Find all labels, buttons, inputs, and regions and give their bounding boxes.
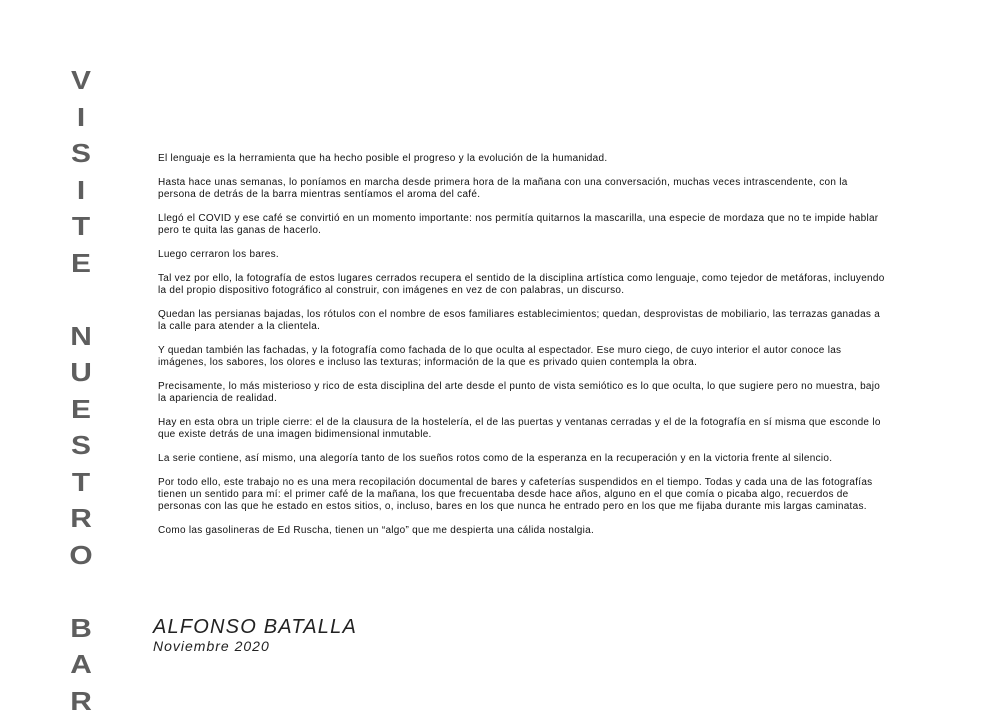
title-letter: I (61, 172, 100, 209)
essay-paragraph: Hay en esta obra un triple cierre: el de la clausura de la hostelería, el de las puertas y ventanas cerradas y el de la fotografía en sí misma que esconde lo que existe detrás de una imagen bidimensional inmutable. (158, 417, 888, 441)
title-letter: U (61, 354, 100, 391)
author-name: ALFONSO BATALLA (153, 616, 357, 638)
title-letter: V (61, 62, 100, 99)
title-letter: A (61, 646, 100, 683)
essay-paragraph: Quedan las persianas bajadas, los rótulos con el nombre de esos familiares establecimientos; quedan, desprovistas de mobiliario, las terrazas ganadas a la calle para atender a la clientela. (158, 309, 888, 333)
title-letter: B (61, 610, 100, 647)
title-letter: E (61, 245, 100, 282)
title-letter: S (61, 135, 100, 172)
essay-paragraph: Llegó el COVID y ese café se convirtió en un momento importante: nos permitía quitarnos la mascarilla, una especie de mordaza que no te impide hablar pero te quita las ganas de hacerlo. (158, 213, 888, 237)
title-word-gap (61, 281, 100, 318)
title-letter: R (61, 500, 100, 537)
title-letter: O (61, 537, 100, 574)
title-letter: T (61, 464, 100, 501)
vertical-title (64, 62, 98, 719)
essay-paragraph: Tal vez por ello, la fotografía de estos lugares cerrados recupera el sentido de la disciplina artística como lenguaje, como tejedor de metáforas, incluyendo la del propio dispositivo fotográfico al construir, con imágenes en vez de con palabras, un discurso. (158, 273, 888, 297)
essay-paragraph: Y quedan también las fachadas, y la fotografía como fachada de lo que oculta al espectador. Ese muro ciego, de cuyo interior el autor conoce las imágenes, los sabores, los olores e incluso las texturas; información de la que es privado quien contempla la obra. (158, 345, 888, 369)
title-letter: N (61, 318, 100, 355)
title-letter: R (61, 683, 100, 719)
title-word-gap (61, 573, 100, 610)
title-letter: I (61, 99, 100, 136)
title-letter: E (61, 391, 100, 428)
essay-paragraph: El lenguaje es la herramienta que ha hecho posible el progreso y la evolución de la humanidad. (158, 153, 888, 165)
essay-paragraph: Como las gasolineras de Ed Ruscha, tienen un “algo” que me despierta una cálida nostalgia. (158, 525, 888, 537)
essay-paragraph: Precisamente, lo más misterioso y rico de esta disciplina del arte desde el punto de vista semiótico es lo que oculta, lo que sugiere pero no muestra, bajo la apariencia de realidad. (158, 381, 888, 405)
essay-paragraph: La serie contiene, así mismo, una alegoría tanto de los sueños rotos como de la esperanza en la recuperación y en la victoria frente al silencio. (158, 453, 888, 465)
title-letter: S (61, 427, 100, 464)
essay-paragraph: Por todo ello, este trabajo no es una mera recopilación documental de bares y cafeterías suspendidos en el tiempo. Todas y cada una de las fotografías tienen un sentido para mí: el primer café de la mañana, los que frecuentaba desde hace años, alguno en el que comía o picaba algo, recuerdos de personas con las que he estado en estos sitios, o, incluso, bares en los que nunca he entrado pero en los que me fijaba durante mis largas caminatas. (158, 477, 888, 513)
essay-paragraph: Hasta hace unas semanas, lo poníamos en marcha desde primera hora de la mañana con una conversación, muchas veces intrascendente, con la persona de detrás de la barra mientras sentíamos el aroma del café. (158, 177, 888, 201)
signature-date: Noviembre 2020 (153, 638, 357, 654)
title-letter: T (61, 208, 100, 245)
signature-block (153, 616, 357, 654)
essay-paragraph: Luego cerraron los bares. (158, 249, 888, 261)
essay-body (158, 153, 888, 549)
